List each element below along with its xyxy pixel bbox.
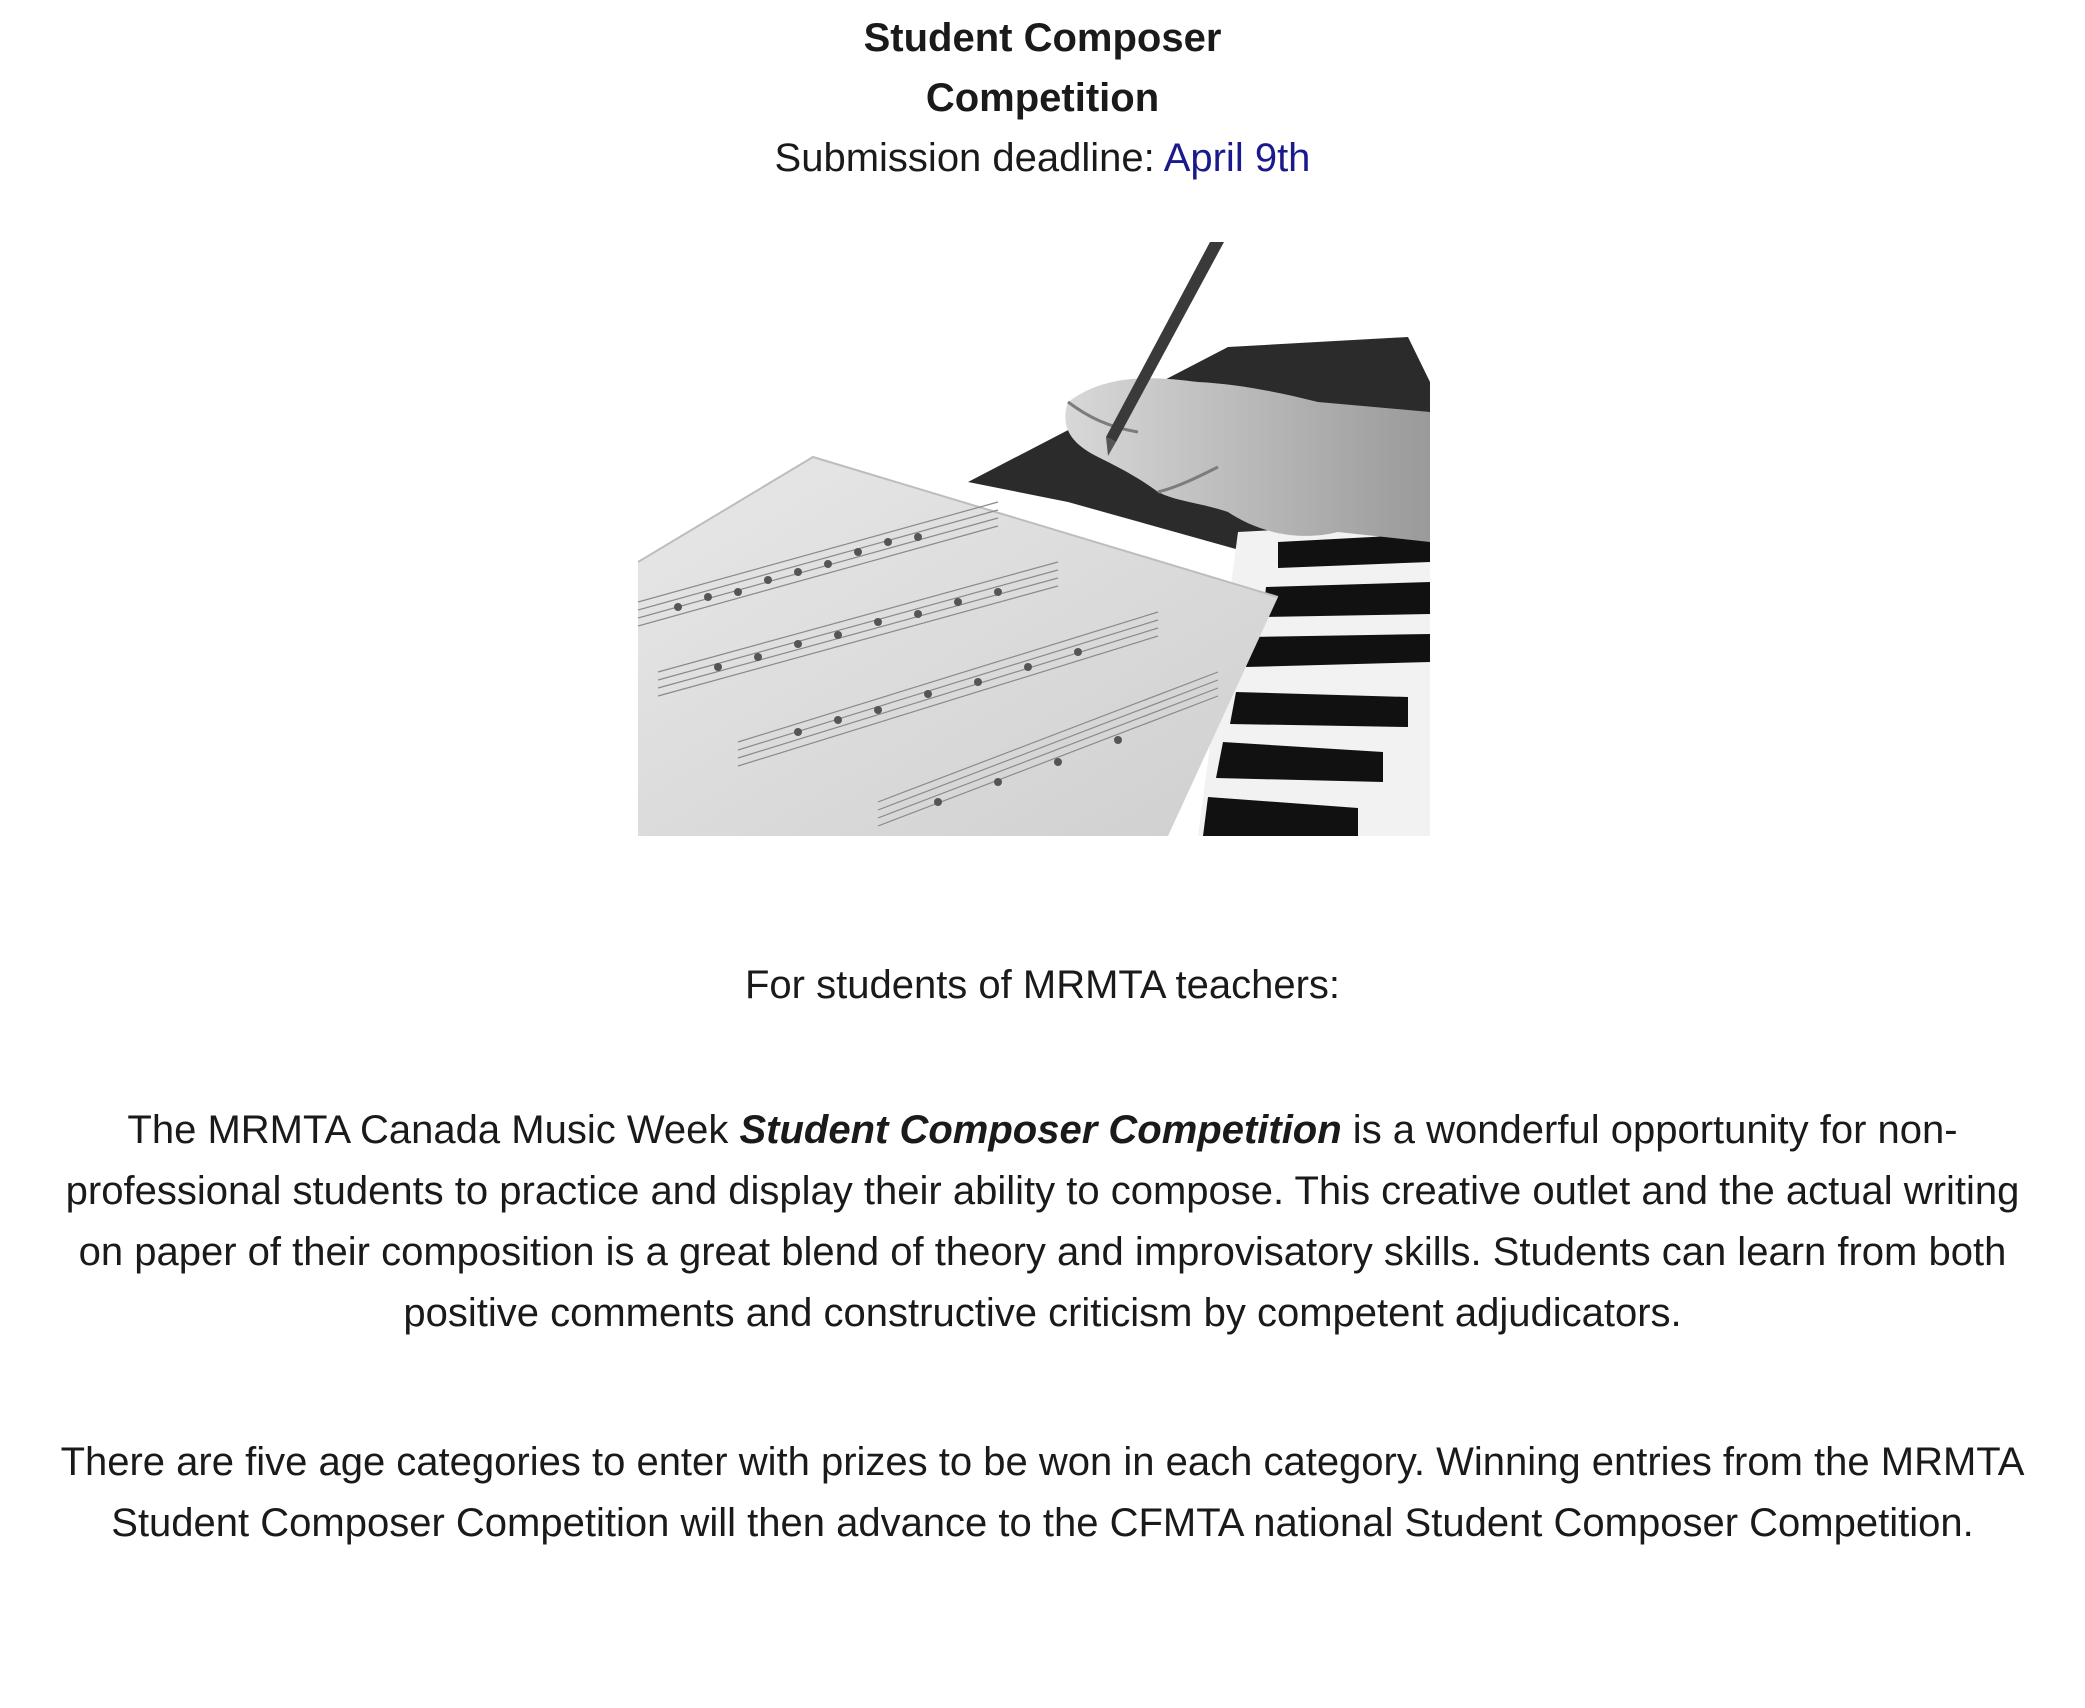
page-title-line1: Student Composer [863, 16, 1222, 60]
deadline-date: April 9th [1163, 136, 1311, 180]
intro-paragraph [40, 1100, 2045, 1344]
composer-photo [638, 242, 1430, 836]
deadline-label: Submission deadline: [774, 136, 1164, 180]
intro-text-start: The MRMTA Canada Music Week [127, 1108, 740, 1152]
page-title-line2: Competition [925, 76, 1160, 120]
competition-name-emphasis: Student Composer Competition [739, 1108, 1342, 1152]
categories-paragraph: There are five age categories to enter with prizes to be won in each category. Winning entries from the MRMTA Student Composer Competition will then advance to the CFMTA national Student Composer Competition. [60, 1440, 2025, 1545]
intro-text-end: is a wonderful opportunity for non-professional students to practice and display their ability to compose. This creative outlet and the actual writing on paper of their composition is a great blend of theory and improvisatory skills. Students can learn from both positive comments and constructive criticism by competent adjudicators. [65, 1108, 2020, 1335]
submission-deadline [0, 128, 2085, 188]
audience-note: For students of MRMTA teachers: [744, 963, 1341, 1007]
